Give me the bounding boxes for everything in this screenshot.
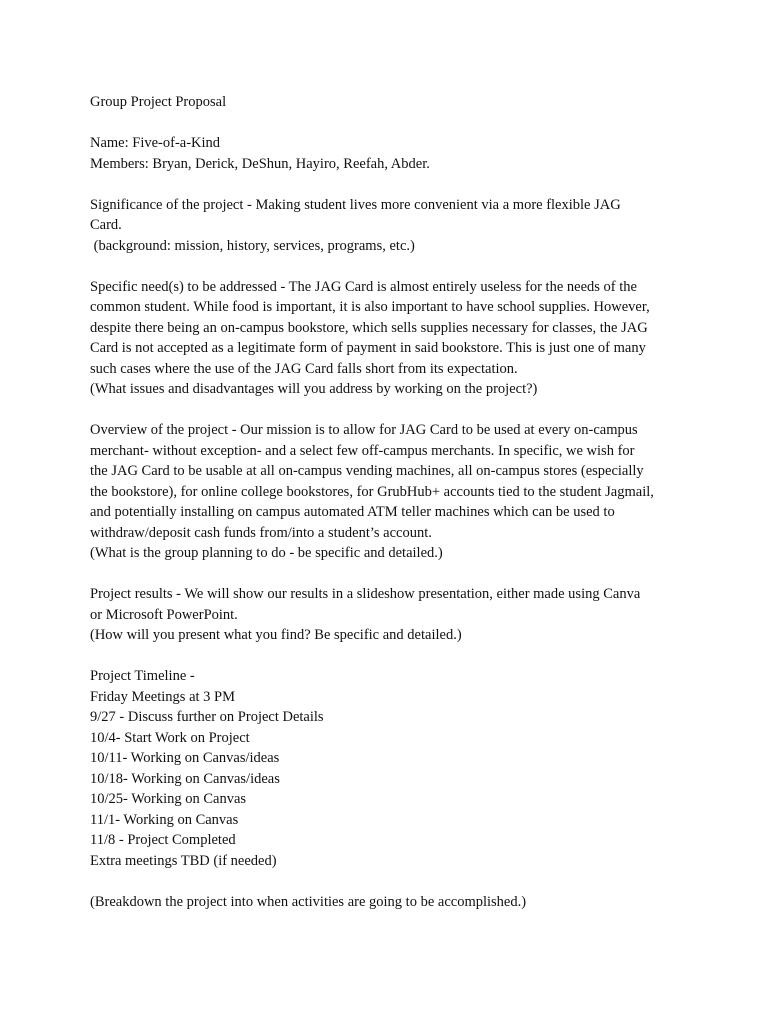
overview-line: the bookstore), for online college bookstores, for GrubHub+ accounts tied to the student Jagmail, (90, 483, 654, 500)
need-line: Specific need(s) to be addressed - The JAG Card is almost entirely useless for the needs of the (90, 278, 637, 295)
timeline-item: 10/18- Working on Canvas/ideas (90, 770, 280, 787)
timeline-item: Extra meetings TBD (if needed) (90, 852, 277, 869)
overview-line: merchant- without exception- and a select few off-campus merchants. In specific, we wish for (90, 442, 635, 459)
timeline-item: 11/1- Working on Canvas (90, 811, 239, 828)
overview-line: withdraw/deposit cash funds from/into a student’s account. (90, 524, 432, 541)
timeline-item: 10/25- Working on Canvas (90, 791, 247, 807)
timeline-item: 10/11- Working on Canvas/ideas (90, 750, 280, 766)
overview-line: the JAG Card to be usable at all on-campus vending machines, all on-campus stores (especially (90, 463, 644, 479)
timeline-heading: Project Timeline - (90, 668, 195, 684)
need-line: despite there being an on-campus bookstore, which sells supplies necessary for classes, the JAG (90, 319, 648, 336)
results-prompt: (How will you present what you find? Be specific and detailed.) (90, 627, 462, 643)
timeline-item: 10/4- Start Work on Project (90, 729, 250, 746)
results-line: Project results - We will show our results in a slideshow presentation, either made using Canva (90, 586, 641, 602)
need-line: common student. While food is important, it is also important to have school supplies. However, (90, 299, 650, 315)
significance-paragraph (90, 195, 730, 257)
timeline-paragraph (90, 666, 730, 871)
overview-paragraph (90, 420, 730, 564)
results-line: or Microsoft PowerPoint. (90, 606, 238, 623)
significance-prompt: (background: mission, history, services, programs, etc.) (90, 237, 415, 254)
overview-prompt: (What is the group planning to do - be specific and detailed.) (90, 545, 443, 561)
breakdown-paragraph (90, 892, 730, 913)
need-prompt: (What issues and disadvantages will you address by working on the project?) (90, 381, 538, 397)
document-body (90, 92, 730, 933)
document-title: Group Project Proposal (90, 94, 227, 110)
timeline-item: 11/8 - Project Completed (90, 832, 236, 848)
timeline-item: 9/27 - Discuss further on Project Details (90, 709, 324, 725)
overview-line: and potentially installing on campus automated ATM teller machines which can be used to (90, 504, 615, 520)
need-line: such cases where the use of the JAG Card falls short from its expectation. (90, 360, 518, 377)
need-line: Card is not accepted as a legitimate form of payment in said bookstore. This is just one of many (90, 340, 646, 356)
significance-line: Card. (90, 217, 122, 233)
breakdown-prompt: (Breakdown the project into when activities are going to be accomplished.) (90, 893, 527, 910)
overview-line: Overview of the project - Our mission is to allow for JAG Card to be used at every on-campus (90, 422, 638, 438)
significance-line: Significance of the project - Making student lives more convenient via a more flexible JAG (90, 196, 621, 213)
group-name: Name: Five-of-a-Kind (90, 135, 221, 151)
group-info-paragraph (90, 133, 730, 174)
group-members: Members: Bryan, Derick, DeShun, Hayiro, Reefah, Abder. (90, 155, 430, 172)
document-title-paragraph (90, 92, 730, 113)
results-paragraph (90, 584, 730, 646)
specific-need-paragraph (90, 277, 730, 400)
timeline-item: Friday Meetings at 3 PM (90, 688, 235, 705)
